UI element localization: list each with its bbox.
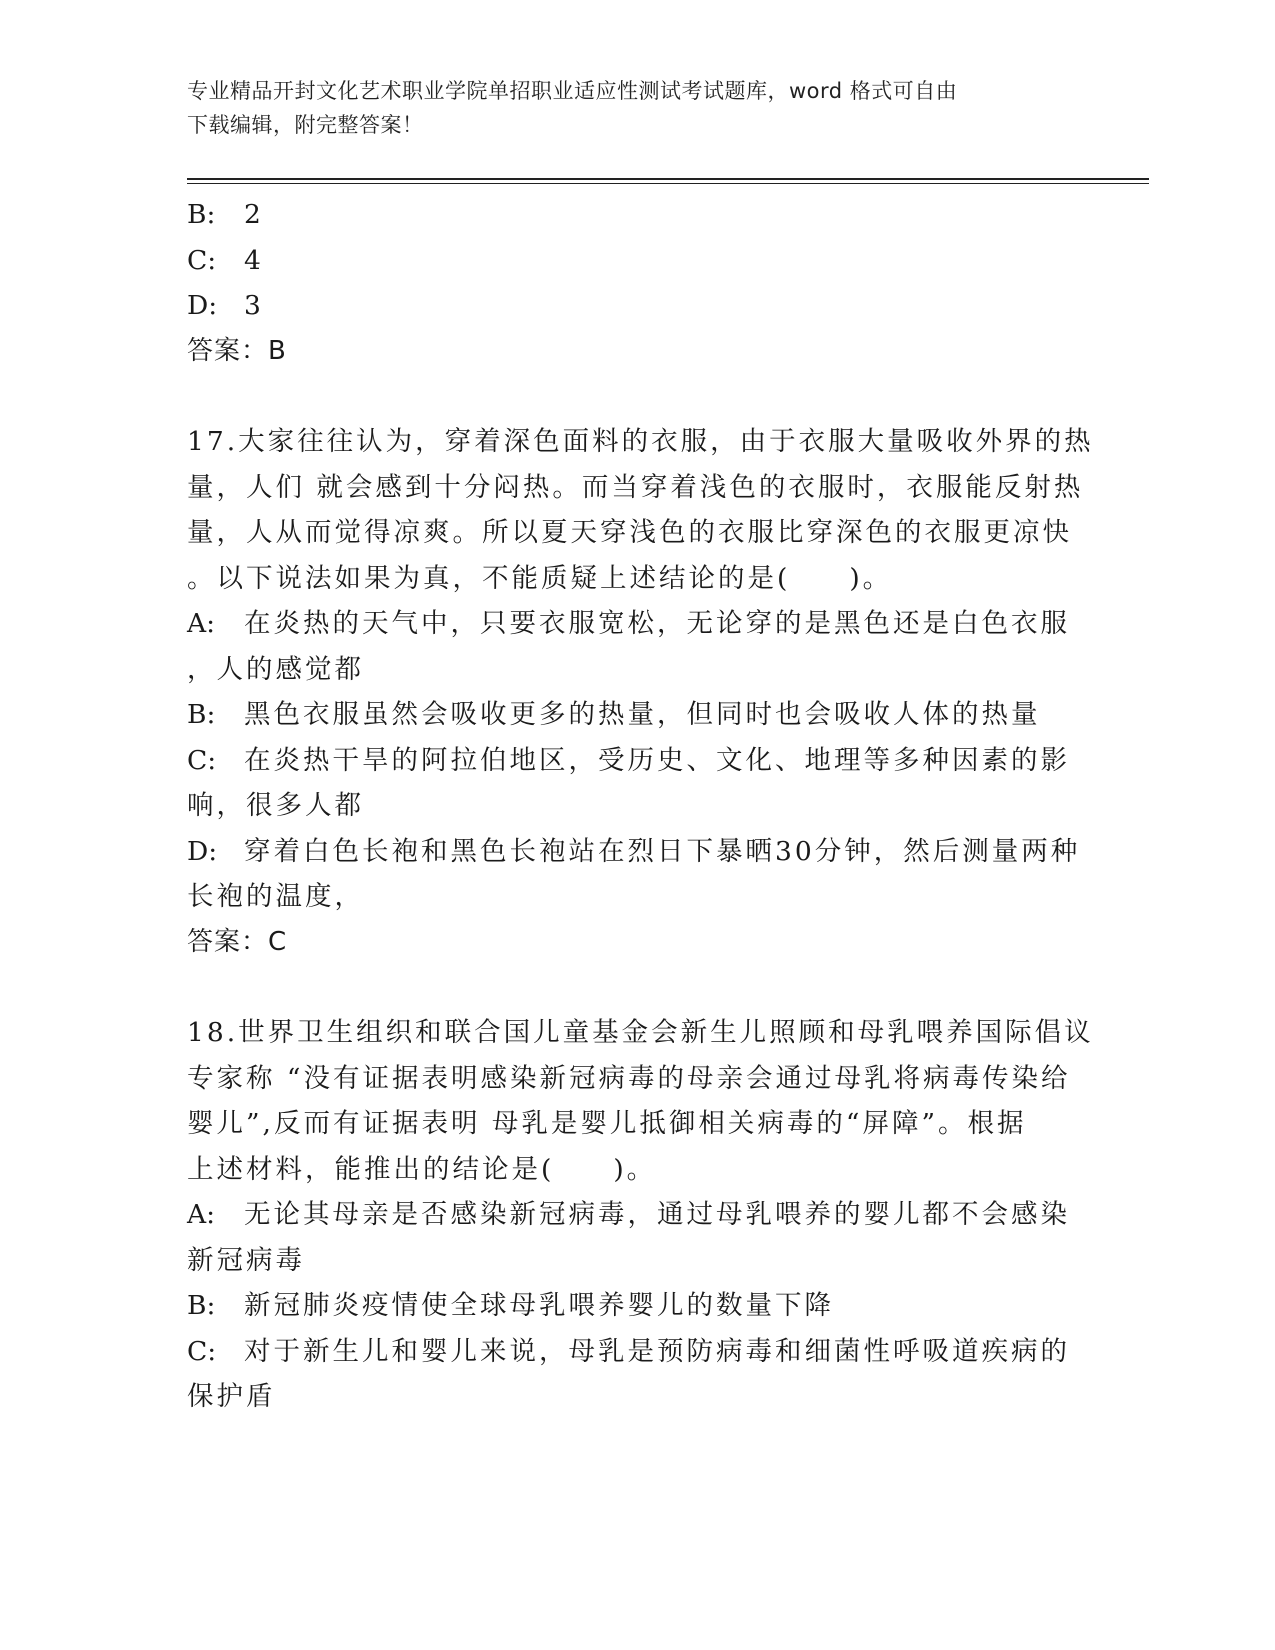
- option-text: 3: [244, 290, 264, 321]
- option-a: [187, 601, 1070, 647]
- question-stem-line: 专家称 “没有证据表明感染新冠病毒的母亲会通过母乳将病毒传染给: [187, 1062, 1071, 1094]
- header-rule-thin: [187, 183, 1149, 184]
- option-text: 新冠肺炎疫情使全球母乳喂养婴儿的数量下降: [244, 1290, 834, 1321]
- header-line-2: 下载编辑，附完整答案！: [187, 113, 424, 137]
- option-text: 黑色衣服虽然会吸收更多的热量，但同时也会吸收人体的热量: [244, 699, 1041, 730]
- option-label: B:: [187, 1290, 216, 1321]
- question-16-tail: [187, 192, 1067, 374]
- option-label: C:: [187, 744, 217, 776]
- option-text: 2: [244, 199, 264, 230]
- question-stem-line: 。以下说法如果为真，不能质疑上述结论的是( )。: [187, 562, 893, 594]
- question-stem-line: 17.大家往往认为，穿着深色面料的衣服，由于衣服大量吸收外界的热: [187, 426, 1094, 457]
- option-a-continued: ，人的感觉都: [187, 653, 364, 685]
- option-c-continued: 保护盾: [187, 1381, 276, 1412]
- header-line-1: 专业精品开封文化艺术职业学院单招职业适应性测试考试题库，word 格式可自由: [187, 79, 958, 103]
- option-d: [187, 283, 1067, 329]
- option-text: 4: [244, 244, 264, 276]
- option-c: [187, 238, 1067, 284]
- option-label: D:: [187, 835, 218, 867]
- question-stem-line: 量，人从而觉得凉爽。所以夏天穿浅色的衣服比穿深色的衣服更凉快: [187, 517, 1072, 548]
- option-label: B:: [187, 699, 216, 730]
- spacer: [187, 965, 1067, 1010]
- option-label: B:: [187, 199, 216, 230]
- option-a-continued: 新冠病毒: [187, 1244, 305, 1276]
- option-label: A:: [187, 608, 216, 639]
- option-c-continued: 响，很多人都: [187, 790, 364, 821]
- option-d: [187, 829, 1081, 875]
- question-17: [187, 419, 1094, 965]
- answer-16: 答案：B: [187, 335, 287, 366]
- question-stem-line: 量，人们 就会感到十分闷热。而当穿着浅色的衣服时，衣服能反射热: [187, 471, 1084, 503]
- page-content: [187, 192, 1094, 1420]
- question-stem-line: 18.世界卫生组织和联合国儿童基金会新生儿照顾和母乳喂养国际倡议: [187, 1017, 1094, 1048]
- header-rule-thick: [187, 178, 1149, 180]
- option-text: 在炎热干旱的阿拉伯地区，受历史、文化、地理等多种因素的影: [244, 744, 1070, 776]
- option-label: C:: [187, 1335, 217, 1367]
- question-stem-line: 上述材料，能推出的结论是( )。: [187, 1153, 657, 1185]
- option-b: [187, 692, 1067, 738]
- option-label: D:: [187, 290, 218, 321]
- option-b: [187, 1283, 1067, 1329]
- question-stem-line: 婴儿”,反而有证据表明 母乳是婴儿抵御相关病毒的“屏障”。根据: [187, 1108, 1027, 1139]
- option-label: C:: [187, 244, 217, 276]
- option-text: 在炎热的天气中，只要衣服宽松，无论穿的是黑色还是白色衣服: [244, 608, 1070, 639]
- document-header: [187, 74, 1067, 142]
- option-b: [187, 192, 1067, 238]
- option-c: [187, 1329, 1070, 1375]
- option-a: [187, 1192, 1070, 1238]
- question-18: [187, 1010, 1094, 1420]
- option-label: A:: [187, 1199, 216, 1230]
- option-text: 穿着白色长袍和黑色长袍站在烈日下暴晒30分钟，然后测量两种: [244, 835, 1081, 867]
- option-text: 无论其母亲是否感染新冠病毒，通过母乳喂养的婴儿都不会感染: [244, 1199, 1070, 1230]
- option-c: [187, 738, 1070, 784]
- option-text: 对于新生儿和婴儿来说，母乳是预防病毒和细菌性呼吸道疾病的: [244, 1335, 1070, 1367]
- answer-17: 答案：C: [187, 926, 288, 957]
- spacer: [187, 374, 1067, 419]
- option-d-continued: 长袍的温度，: [187, 881, 364, 912]
